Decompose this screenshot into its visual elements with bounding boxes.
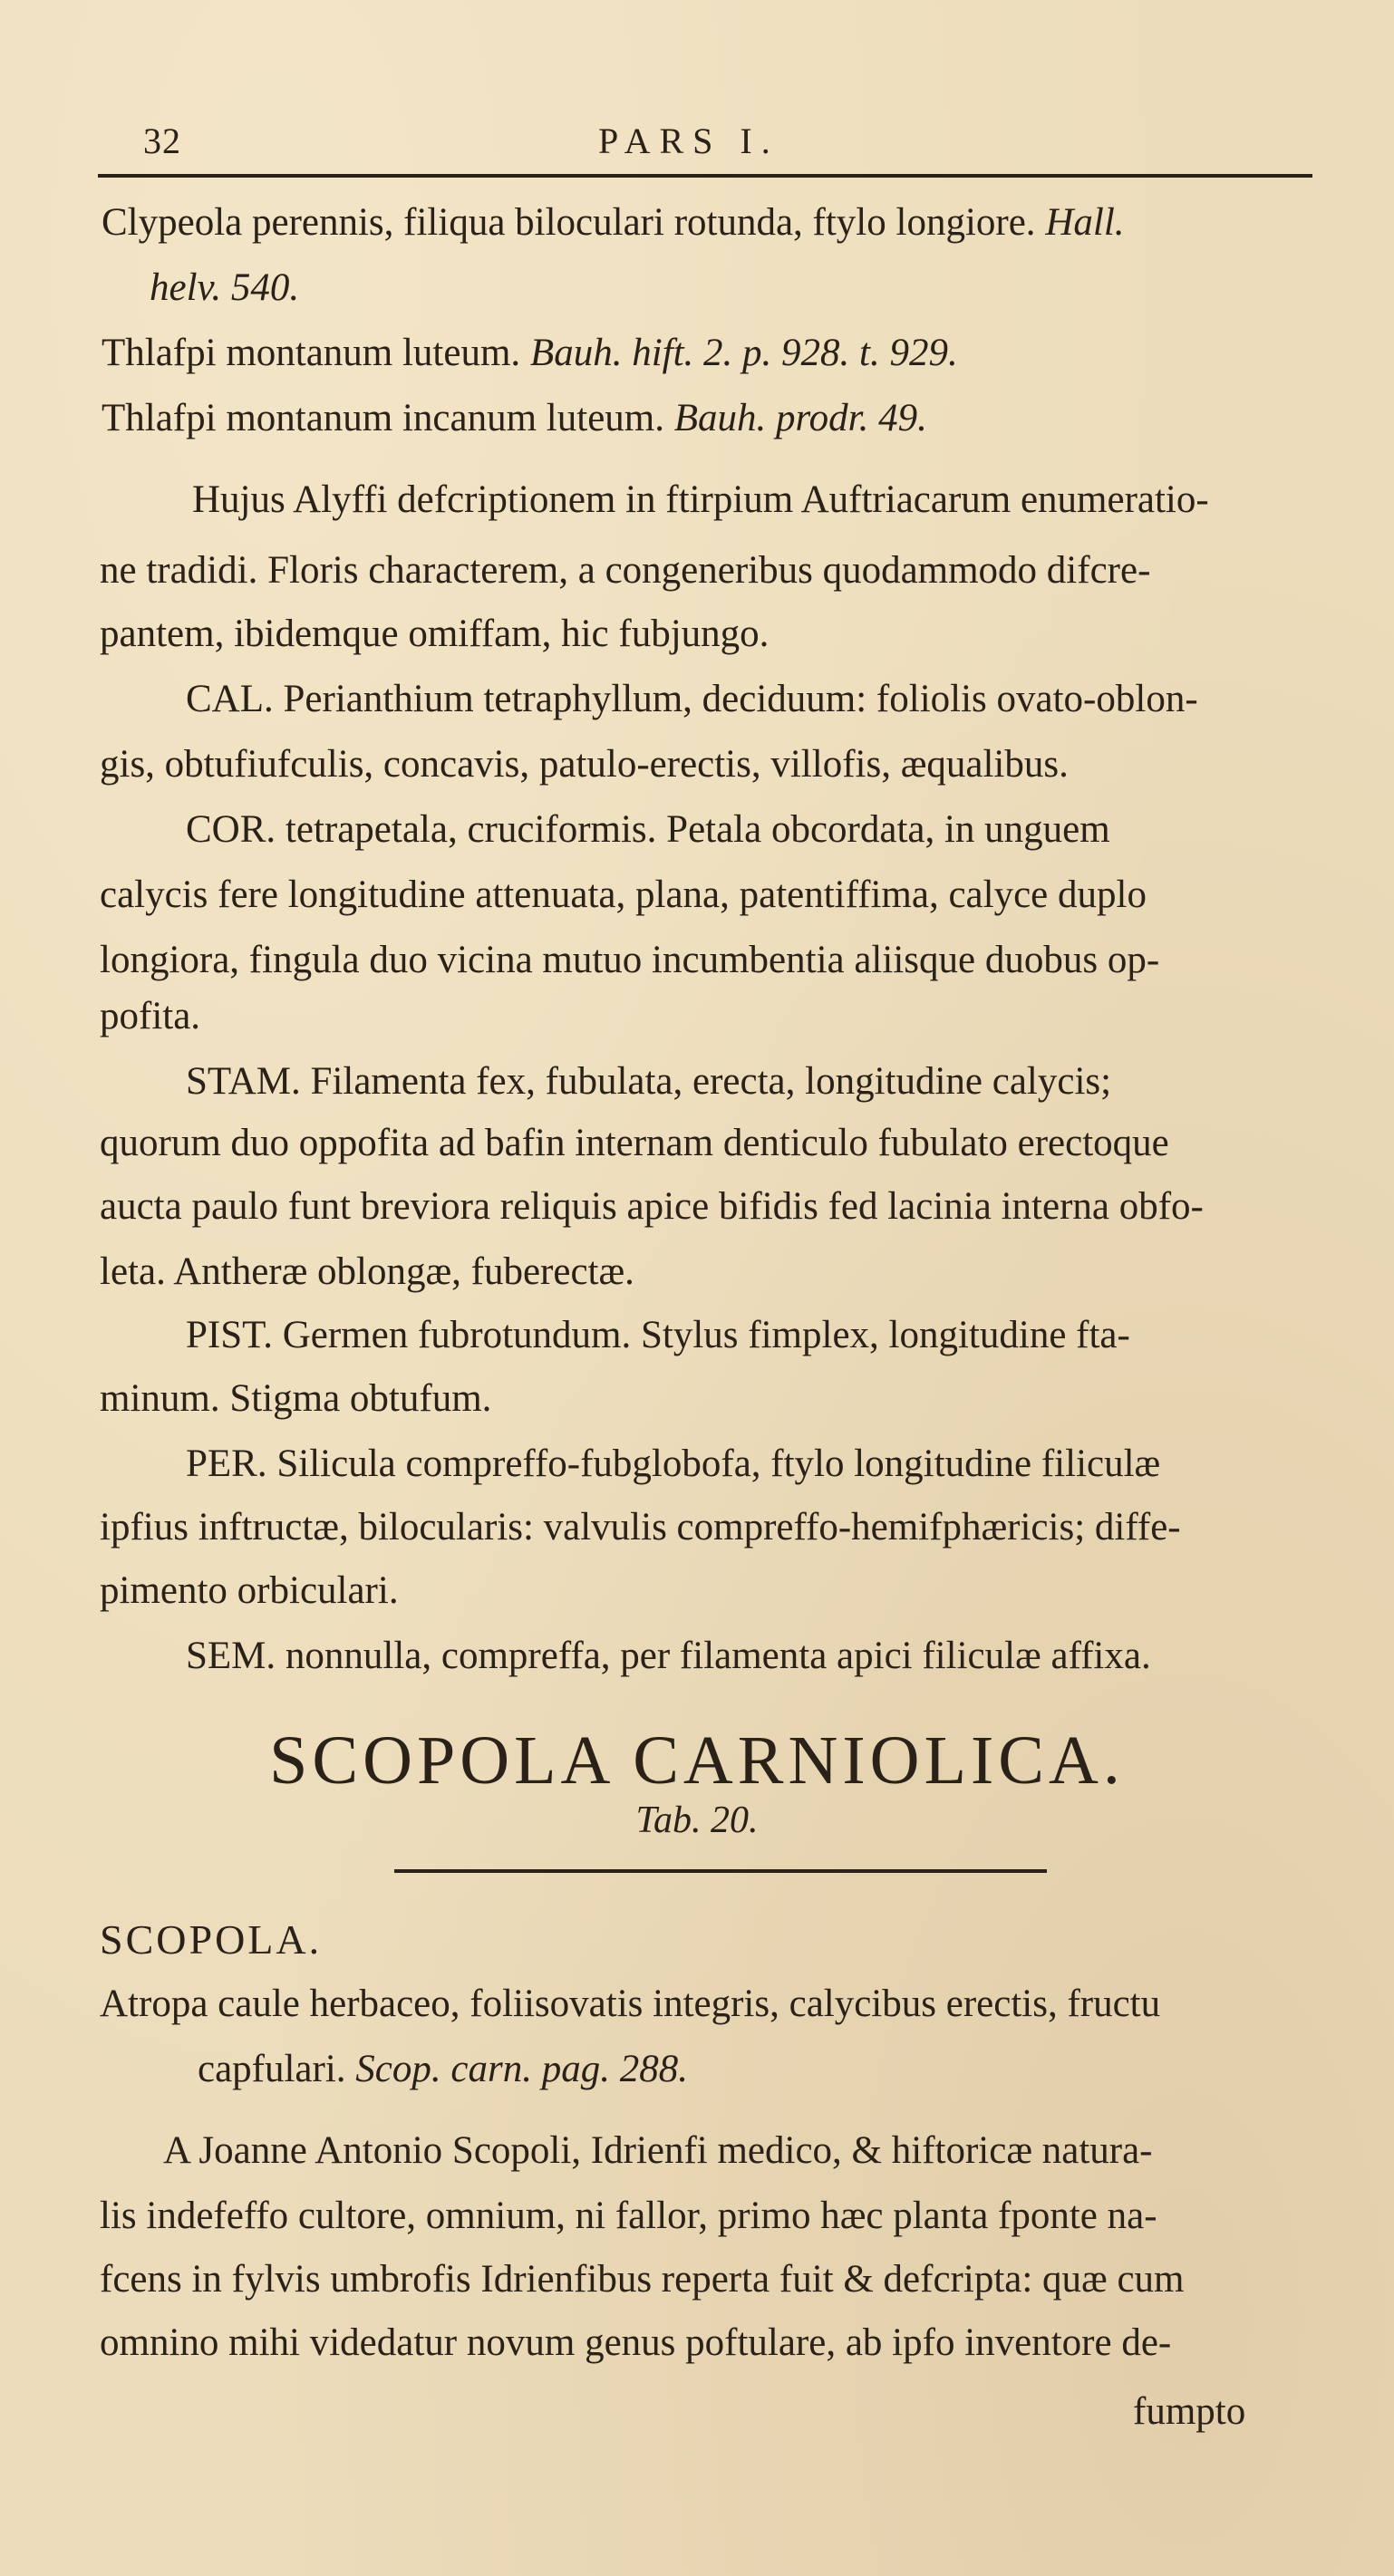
calyx-line: gis, obtufiufculis, concavis, patulo-erectis, villofis, æqualibus. bbox=[100, 743, 1069, 786]
corolla-line: COR. tetrapetala, cruciformis. Petala obcordata, in unguem bbox=[186, 808, 1110, 851]
corolla-line: calycis fere longitudine attenuata, plana, patentiffima, calyce duplo bbox=[100, 873, 1147, 916]
genus-definition-line: capfulari. Scop. carn. pag. 288. bbox=[198, 2048, 688, 2090]
synonym-line: helv. 540. bbox=[150, 266, 300, 309]
intro-line: Hujus Alyffi defcriptionem in ftirpium Auftriacarum enumeratio- bbox=[192, 478, 1209, 521]
synonym-line: Clypeola perennis, filiqua biloculari rotunda, ftylo longiore. Hall. bbox=[102, 201, 1125, 244]
page-header bbox=[136, 116, 1305, 170]
genus-label: SCOPOLA. bbox=[100, 1916, 323, 1963]
intro-line: ne tradidi. Floris characterem, a congeneribus quodammodo difcre- bbox=[100, 549, 1151, 592]
pistillum-line: PIST. Germen fubrotundum. Stylus fimplex, longitudine fta- bbox=[186, 1314, 1130, 1356]
running-head: PARS I. bbox=[598, 121, 779, 161]
body-line: A Joanne Antonio Scopoli, Idrienfi medico, & hiftoricæ natura- bbox=[163, 2129, 1153, 2172]
section-title: SCOPOLA CARNIOLICA. bbox=[269, 1722, 1125, 1799]
stamina-line: quorum duo oppofita ad bafin internam denticulo fubulato erectoque bbox=[100, 1122, 1169, 1164]
header-rule bbox=[98, 174, 1312, 178]
calyx-line: CAL. Perianthium tetraphyllum, deciduum: foliolis ovato-oblon- bbox=[186, 678, 1198, 720]
body-line: omnino mihi videdatur novum genus poftulare, ab ipfo inventore de- bbox=[100, 2321, 1172, 2364]
genus-definition-line: Atropa caule herbaceo, foliisovatis integris, calycibus erectis, fructu bbox=[100, 1983, 1161, 2025]
stamina-line: leta. Antheræ oblongæ, fuberectæ. bbox=[100, 1250, 634, 1293]
corolla-line: pofita. bbox=[100, 995, 201, 1037]
title-rule bbox=[394, 1869, 1047, 1873]
stamina-line: STAM. Filamenta fex, fubulata, erecta, longitudine calycis; bbox=[186, 1060, 1112, 1103]
synonym-line: Thlafpi montanum incanum luteum. Bauh. prodr. 49. bbox=[102, 397, 927, 439]
plate-reference: Tab. 20. bbox=[635, 1799, 759, 1841]
page-number: 32 bbox=[143, 121, 181, 161]
corolla-line: longiora, fingula duo vicina mutuo incumbentia aliisque duobus op- bbox=[100, 939, 1160, 981]
synonym-line: Thlafpi montanum luteum. Bauh. hift. 2. p. 928. t. 929. bbox=[102, 332, 958, 374]
body-line: lis indefeffo cultore, omnium, ni fallor, primo hæc planta fponte na- bbox=[100, 2195, 1157, 2237]
pericarpium-line: PER. Silicula compreffo-fubglobofa, ftylo longitudine filiculæ bbox=[186, 1442, 1161, 1485]
semina-line: SEM. nonnulla, compreffa, per filamenta apici filiculæ affixa. bbox=[186, 1635, 1151, 1677]
pistillum-line: minum. Stigma obtufum. bbox=[100, 1377, 492, 1420]
intro-line: pantem, ibidemque omiffam, hic fubjungo. bbox=[100, 613, 770, 655]
body-line: fcens in fylvis umbrofis Idrienfibus reperta fuit & defcripta: quæ cum bbox=[100, 2258, 1185, 2301]
pericarpium-line: pimento orbiculari. bbox=[100, 1569, 399, 1612]
catchword: fumpto bbox=[1133, 2390, 1246, 2433]
pericarpium-line: ipfius inftructæ, bilocularis: valvulis compreffo-hemifphæricis; diffe- bbox=[100, 1506, 1181, 1548]
stamina-line: aucta paulo funt breviora reliquis apice bifidis fed lacinia interna obfo- bbox=[100, 1185, 1204, 1228]
